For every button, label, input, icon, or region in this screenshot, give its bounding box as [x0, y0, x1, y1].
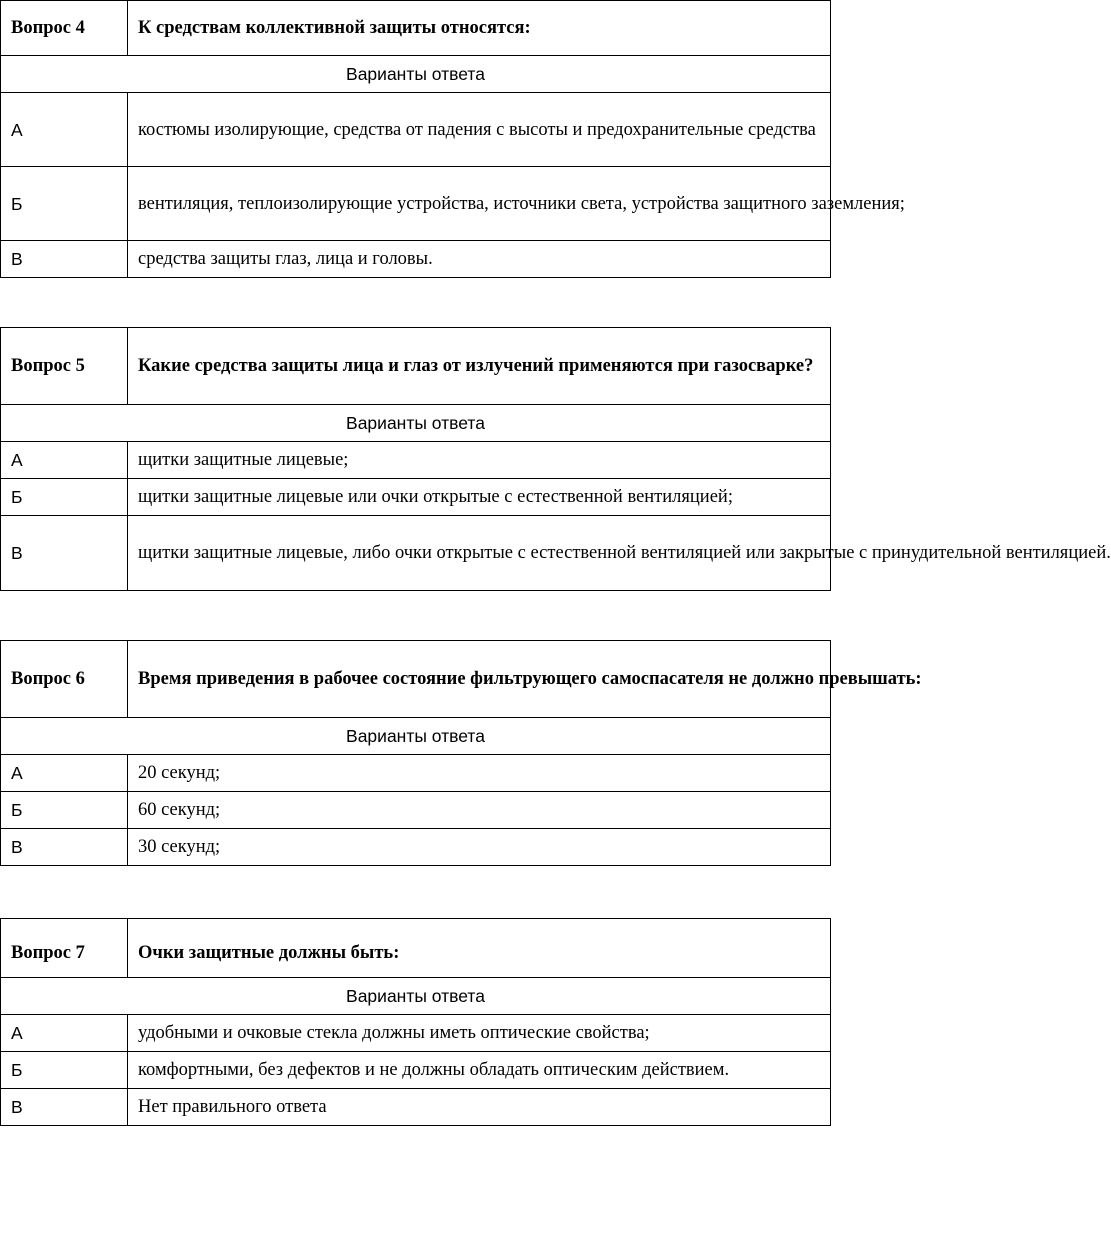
variants-row [1, 56, 831, 93]
answer-text: щитки защитные лицевые; [128, 442, 831, 479]
answer-letter: В [1, 829, 128, 866]
answer-letter: В [1, 241, 128, 278]
variants-label: Варианты ответа [1, 405, 831, 442]
answer-row [1, 241, 831, 278]
answer-text: вентиляция, теплоизолирующие устройства, источники света, устройства защитного заземления; [128, 167, 831, 241]
answer-row [1, 516, 831, 591]
answer-text: 60 секунд; [128, 792, 831, 829]
question-header-row [1, 919, 831, 978]
answer-letter: В [1, 516, 128, 591]
question-number: Вопрос 4 [1, 1, 128, 56]
question-header-row [1, 641, 831, 718]
answer-text: средства защиты глаз, лица и головы. [128, 241, 831, 278]
answer-letter: Б [1, 479, 128, 516]
answer-text: щитки защитные лицевые или очки открытые с естественной вентиляцией; [128, 479, 831, 516]
variants-label: Варианты ответа [1, 978, 831, 1015]
answer-row [1, 1015, 831, 1052]
question-table-5 [0, 327, 1111, 591]
question-number: Вопрос 5 [1, 328, 128, 405]
variants-label: Варианты ответа [1, 56, 831, 93]
answer-text: костюмы изолирующие, средства от падения с высоты и предохранительные средства [128, 93, 831, 167]
answer-letter: Б [1, 167, 128, 241]
answer-letter: В [1, 1089, 128, 1126]
answer-text: 30 секунд; [128, 829, 831, 866]
answer-text: 20 секунд; [128, 755, 831, 792]
variants-row [1, 718, 831, 755]
answer-letter: А [1, 442, 128, 479]
answer-row [1, 1089, 831, 1126]
answer-text: щитки защитные лицевые, либо очки открытые с естественной вентиляцией или закрытые с принудительной вентиляцией. [128, 516, 831, 591]
answer-row [1, 1052, 831, 1089]
question-number: Вопрос 7 [1, 919, 128, 978]
question-text: Время приведения в рабочее состояние фильтрующего самоспасателя не должно превышать: [128, 641, 831, 718]
question-table-6 [0, 640, 922, 866]
answer-letter: Б [1, 1052, 128, 1089]
question-text: Какие средства защиты лица и глаз от излучений применяются при газосварке? [128, 328, 831, 405]
question-table-4 [0, 0, 905, 278]
question-header-row [1, 328, 831, 405]
variants-label: Варианты ответа [1, 718, 831, 755]
answer-row [1, 442, 831, 479]
question-text: Очки защитные должны быть: [128, 919, 831, 978]
answer-row [1, 829, 831, 866]
answer-row [1, 167, 831, 241]
answer-row [1, 479, 831, 516]
question-text: К средствам коллективной защиты относятся: [128, 1, 831, 56]
question-number: Вопрос 6 [1, 641, 128, 718]
answer-letter: Б [1, 792, 128, 829]
answer-letter: А [1, 1015, 128, 1052]
question-table-7 [0, 918, 831, 1126]
answer-letter: А [1, 755, 128, 792]
variants-row [1, 405, 831, 442]
answer-row [1, 93, 831, 167]
answer-text: комфортными, без дефектов и не должны обладать оптическим действием. [128, 1052, 831, 1089]
answer-row [1, 792, 831, 829]
variants-row [1, 978, 831, 1015]
answer-row [1, 755, 831, 792]
question-header-row [1, 1, 831, 56]
answer-text: удобными и очковые стекла должны иметь оптические свойства; [128, 1015, 831, 1052]
answer-letter: А [1, 93, 128, 167]
answer-text: Нет правильного ответа [128, 1089, 831, 1126]
